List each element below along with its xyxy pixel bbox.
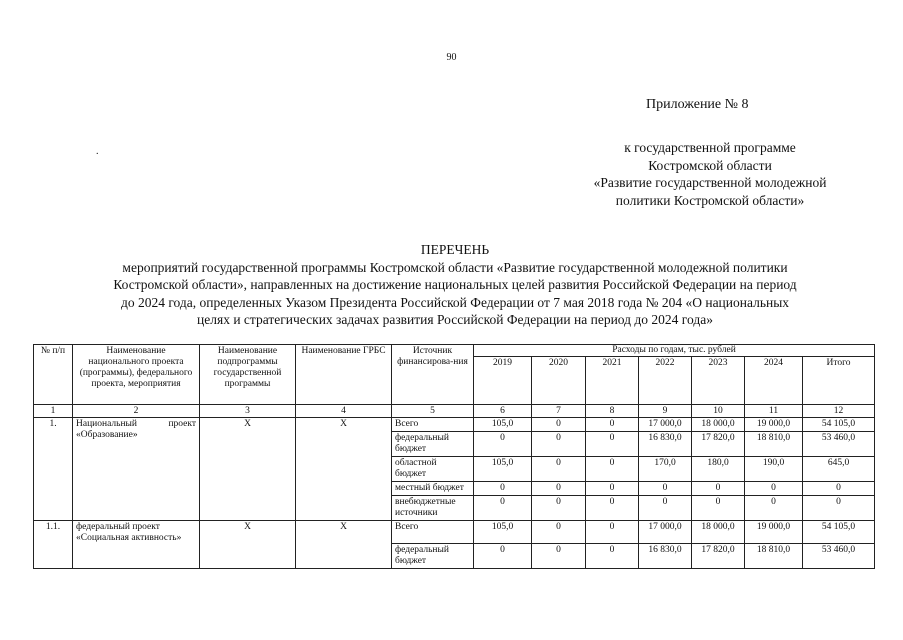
value-cell: 0 xyxy=(532,496,586,521)
header-year: 2021 xyxy=(586,357,639,405)
title-line: целях и стратегических задачах развития Российской Федерации на период до 2024 года» xyxy=(197,312,713,327)
stray-mark: . xyxy=(96,146,99,157)
value-cell: 0 xyxy=(745,496,803,521)
title-line: мероприятий государственной программы Костромской области «Развитие государственной молодежной политики xyxy=(122,259,788,275)
value-cell: 16 830,0 xyxy=(639,544,692,569)
title-line: до 2024 года, определенных Указом Президента Российской Федерации от 7 мая 2018 года № 204 «О национальных xyxy=(120,294,790,310)
value-cell: 0 xyxy=(745,482,803,496)
source-cell: Всего xyxy=(392,521,474,544)
source-cell: федеральный бюджет xyxy=(392,432,474,457)
value-cell: 17 820,0 xyxy=(692,432,745,457)
row-num: 1.1. xyxy=(34,521,73,569)
value-cell: 0 xyxy=(692,496,745,521)
value-cell: 190,0 xyxy=(745,457,803,482)
value-cell: 0 xyxy=(586,432,639,457)
source-cell: внебюджетные источники xyxy=(392,496,474,521)
table-row xyxy=(34,418,875,432)
project-name: федеральный проект «Социальная активность» xyxy=(73,521,200,569)
value-cell: 0 xyxy=(586,482,639,496)
measures-table xyxy=(33,344,875,569)
col-number: 4 xyxy=(296,405,392,418)
value-cell: 0 xyxy=(532,544,586,569)
value-cell: 17 000,0 xyxy=(639,418,692,432)
project-name: Национальный проект «Образование» xyxy=(73,418,200,521)
value-cell: 0 xyxy=(474,482,532,496)
col-number: 5 xyxy=(392,405,474,418)
header-expenses: Расходы по годам, тыс. рублей xyxy=(474,345,875,357)
value-cell: 18 000,0 xyxy=(692,418,745,432)
row-num: 1. xyxy=(34,418,73,521)
program-reference xyxy=(545,139,875,209)
total-cell: 54 105,0 xyxy=(803,521,875,544)
appendix-label: Приложение № 8 xyxy=(646,97,749,112)
value-cell: 0 xyxy=(532,482,586,496)
value-cell: 0 xyxy=(586,418,639,432)
col-number: 1 xyxy=(34,405,73,418)
subprogram-cell: X xyxy=(200,521,296,569)
header-year: 2020 xyxy=(532,357,586,405)
grbs-cell: X xyxy=(296,521,392,569)
page-number: 90 xyxy=(446,52,457,63)
header-num: № п/п xyxy=(34,345,73,405)
value-cell: 105,0 xyxy=(474,457,532,482)
title-heading: ПЕРЕЧЕНЬ xyxy=(420,242,490,257)
header-year: 2023 xyxy=(692,357,745,405)
value-cell: 0 xyxy=(474,432,532,457)
value-cell: 0 xyxy=(532,418,586,432)
header-subprogram: Наименование подпрограммы государственной программы xyxy=(200,345,296,405)
value-cell: 0 xyxy=(639,482,692,496)
value-cell: 18 810,0 xyxy=(745,432,803,457)
value-cell: 0 xyxy=(692,482,745,496)
value-cell: 180,0 xyxy=(692,457,745,482)
value-cell: 0 xyxy=(532,432,586,457)
header-year: 2022 xyxy=(639,357,692,405)
header-grbs: Наименование ГРБС xyxy=(296,345,392,405)
col-number: 9 xyxy=(639,405,692,418)
total-cell: 645,0 xyxy=(803,457,875,482)
value-cell: 18 000,0 xyxy=(692,521,745,544)
value-cell: 0 xyxy=(639,496,692,521)
value-cell: 105,0 xyxy=(474,521,532,544)
table-row xyxy=(34,521,875,544)
grbs-cell: X xyxy=(296,418,392,521)
source-cell: областной бюджет xyxy=(392,457,474,482)
header-year: 2019 xyxy=(474,357,532,405)
value-cell: 19 000,0 xyxy=(745,418,803,432)
value-cell: 0 xyxy=(474,496,532,521)
total-cell: 54 105,0 xyxy=(803,418,875,432)
header-name: Наименование национального проекта (программы), федерального проекта, мероприятия xyxy=(73,345,200,405)
value-cell: 17 820,0 xyxy=(692,544,745,569)
col-number: 12 xyxy=(803,405,875,418)
col-number: 8 xyxy=(586,405,639,418)
source-cell: местный бюджет xyxy=(392,482,474,496)
source-cell: Всего xyxy=(392,418,474,432)
value-cell: 19 000,0 xyxy=(745,521,803,544)
subprogram-cell: X xyxy=(200,418,296,521)
header-year: 2024 xyxy=(745,357,803,405)
document-title xyxy=(60,241,850,329)
program-line: «Развитие государственной молодежной xyxy=(593,175,827,190)
total-cell: 53 460,0 xyxy=(803,544,875,569)
program-line: к государственной программе xyxy=(624,140,796,155)
col-number: 3 xyxy=(200,405,296,418)
header-row xyxy=(34,345,875,357)
col-number: 7 xyxy=(532,405,586,418)
header-total: Итого xyxy=(803,357,875,405)
program-line: Костромской области xyxy=(648,157,772,173)
value-cell: 17 000,0 xyxy=(639,521,692,544)
value-cell: 18 810,0 xyxy=(745,544,803,569)
title-line: Костромской области», направленных на достижение национальных целей развития Российской Федерации на период xyxy=(113,277,797,292)
value-cell: 105,0 xyxy=(474,418,532,432)
header-source: Источник финансирова-ния xyxy=(392,345,474,405)
value-cell: 0 xyxy=(586,521,639,544)
col-number: 2 xyxy=(73,405,200,418)
col-number: 6 xyxy=(474,405,532,418)
program-line: политики Костромской области» xyxy=(615,192,805,208)
col-number: 10 xyxy=(692,405,745,418)
value-cell: 170,0 xyxy=(639,457,692,482)
value-cell: 0 xyxy=(586,544,639,569)
value-cell: 0 xyxy=(532,457,586,482)
source-cell: федеральный бюджет xyxy=(392,544,474,569)
value-cell: 0 xyxy=(474,544,532,569)
total-cell: 53 460,0 xyxy=(803,432,875,457)
value-cell: 0 xyxy=(586,496,639,521)
col-number: 11 xyxy=(745,405,803,418)
value-cell: 0 xyxy=(532,521,586,544)
total-cell: 0 xyxy=(803,496,875,521)
column-number-row xyxy=(34,405,875,418)
value-cell: 16 830,0 xyxy=(639,432,692,457)
value-cell: 0 xyxy=(586,457,639,482)
total-cell: 0 xyxy=(803,482,875,496)
